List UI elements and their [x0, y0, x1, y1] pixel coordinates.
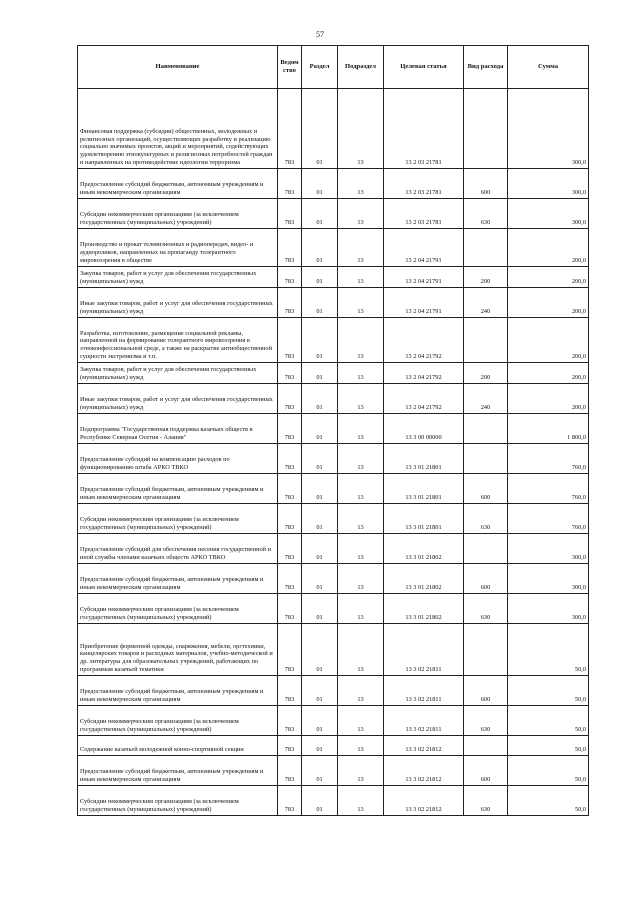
table-row — [78, 534, 589, 564]
row-ved-cell: 783 — [278, 414, 302, 444]
row-name-cell: Субсидии некоммерческим организациям (за исключением государственных (муниципальных) учреждений) — [78, 504, 278, 534]
row-ved-cell: 783 — [278, 594, 302, 624]
row-sum-cell: 760,0 — [508, 444, 589, 474]
row-vid-cell — [464, 534, 508, 564]
row-ved-cell: 783 — [278, 624, 302, 676]
row-vid-cell: 600 — [464, 474, 508, 504]
row-ved-cell: 783 — [278, 756, 302, 786]
row-podrazdel-cell: 13 — [338, 444, 384, 474]
row-name-cell: Субсидии некоммерческим организациям (за исключением государственных (муниципальных) учреждений) — [78, 594, 278, 624]
row-vid-cell — [464, 414, 508, 444]
row-ved-cell: 783 — [278, 229, 302, 267]
row-ved-cell: 783 — [278, 504, 302, 534]
row-razdel-cell: 01 — [302, 736, 338, 756]
header-name: Наименование — [78, 46, 278, 89]
row-podrazdel-cell: 13 — [338, 89, 384, 169]
row-vid-cell: 600 — [464, 756, 508, 786]
page-number: 57 — [316, 30, 324, 39]
row-target-cell: 13 3 02 21811 — [384, 676, 464, 706]
row-vid-cell: 200 — [464, 267, 508, 288]
row-ved-cell: 783 — [278, 706, 302, 736]
row-vid-cell: 630 — [464, 199, 508, 229]
row-razdel-cell: 01 — [302, 384, 338, 414]
row-name-cell: Производство и прокат телевизионных и радиопередач, видео- и аудиороликов, направленных на пропаганду толерантного мировоззрения в обществе — [78, 229, 278, 267]
table-row — [78, 318, 589, 363]
row-target-cell: 13 2 03 21781 — [384, 169, 464, 199]
row-ved-cell: 783 — [278, 786, 302, 816]
row-razdel-cell: 01 — [302, 676, 338, 706]
row-name-cell: Закупка товаров, работ и услуг для обеспечения государственных (муниципальных) нужд — [78, 363, 278, 384]
row-vid-cell: 630 — [464, 504, 508, 534]
row-sum-cell: 760,0 — [508, 474, 589, 504]
row-sum-cell: 1 800,0 — [508, 414, 589, 444]
row-target-cell: 13 3 02 21811 — [384, 706, 464, 736]
header-sum: Сумма — [508, 46, 589, 89]
row-name-cell: Предоставление субсидий бюджетным, автономным учреждениям и иным некоммерческим организациям — [78, 474, 278, 504]
header-razdel: Раздел — [302, 46, 338, 89]
row-sum-cell: 300,0 — [508, 594, 589, 624]
row-sum-cell: 300,0 — [508, 534, 589, 564]
row-sum-cell: 200,0 — [508, 267, 589, 288]
row-podrazdel-cell: 13 — [338, 534, 384, 564]
row-sum-cell: 200,0 — [508, 318, 589, 363]
row-name-cell: Субсидии некоммерческим организациям (за исключением государственных (муниципальных) учреждений) — [78, 706, 278, 736]
row-sum-cell: 300,0 — [508, 564, 589, 594]
table-header-row — [78, 46, 589, 89]
row-ved-cell: 783 — [278, 89, 302, 169]
row-target-cell: 13 2 03 21781 — [384, 89, 464, 169]
row-sum-cell: 200,0 — [508, 384, 589, 414]
table-row — [78, 363, 589, 384]
table-row — [78, 474, 589, 504]
row-target-cell: 13 3 01 21802 — [384, 534, 464, 564]
row-vid-cell: 600 — [464, 564, 508, 594]
row-razdel-cell: 01 — [302, 169, 338, 199]
row-podrazdel-cell: 13 — [338, 594, 384, 624]
row-ved-cell: 783 — [278, 199, 302, 229]
row-target-cell: 13 3 02 21811 — [384, 624, 464, 676]
row-razdel-cell: 01 — [302, 89, 338, 169]
table-row — [78, 564, 589, 594]
table-row — [78, 706, 589, 736]
row-podrazdel-cell: 13 — [338, 474, 384, 504]
row-sum-cell: 300,0 — [508, 199, 589, 229]
header-podrazdel: Подраздел — [338, 46, 384, 89]
row-podrazdel-cell: 13 — [338, 267, 384, 288]
row-target-cell: 13 3 00 00000 — [384, 414, 464, 444]
row-name-cell: Предоставление субсидий бюджетным, автономным учреждениям и иным некоммерческим организациям — [78, 756, 278, 786]
row-target-cell: 13 3 01 21801 — [384, 444, 464, 474]
row-name-cell: Предоставление субсидий для обеспечения несения государственной и иной службы членами казачьих обществ АРКО ТВКО — [78, 534, 278, 564]
table-row — [78, 267, 589, 288]
row-ved-cell: 783 — [278, 267, 302, 288]
row-sum-cell: 50,0 — [508, 706, 589, 736]
row-podrazdel-cell: 13 — [338, 363, 384, 384]
row-vid-cell: 630 — [464, 786, 508, 816]
row-sum-cell: 50,0 — [508, 676, 589, 706]
table-row — [78, 229, 589, 267]
row-name-cell: Иные закупки товаров, работ и услуг для обеспечения государственных (муниципальных) нужд — [78, 288, 278, 318]
row-razdel-cell: 01 — [302, 624, 338, 676]
row-podrazdel-cell: 13 — [338, 624, 384, 676]
row-podrazdel-cell: 13 — [338, 169, 384, 199]
row-razdel-cell: 01 — [302, 267, 338, 288]
row-podrazdel-cell: 13 — [338, 676, 384, 706]
row-podrazdel-cell: 13 — [338, 199, 384, 229]
row-ved-cell: 783 — [278, 676, 302, 706]
row-name-cell: Предоставление субсидий бюджетным, автономным учреждениям и иным некоммерческим организациям — [78, 676, 278, 706]
row-target-cell: 13 2 04 21791 — [384, 229, 464, 267]
table-row — [78, 624, 589, 676]
row-target-cell: 13 2 03 21781 — [384, 199, 464, 229]
table-row — [78, 384, 589, 414]
row-sum-cell: 50,0 — [508, 624, 589, 676]
budget-table — [77, 45, 589, 816]
table-row — [78, 89, 589, 169]
row-name-cell: Предоставление субсидий бюджетным, автономным учреждениям и иным некоммерческим организациям — [78, 564, 278, 594]
table-row — [78, 504, 589, 534]
row-vid-cell — [464, 318, 508, 363]
table-row — [78, 169, 589, 199]
row-sum-cell: 760,0 — [508, 504, 589, 534]
row-razdel-cell: 01 — [302, 229, 338, 267]
row-target-cell: 13 3 01 21802 — [384, 564, 464, 594]
row-vid-cell — [464, 624, 508, 676]
row-ved-cell: 783 — [278, 736, 302, 756]
header-ved: Ведом ство — [278, 46, 302, 89]
row-name-cell: Финансовая поддержка (субсидии) общественных, молодежных и религиозных организаций, осуществляющих разработку и реализацию социально значимых проектов, акций и мероприятий, содействующих удовлетворению этнокультурных и религиозных потребностей граждан и направленных на противодействие идеологии терроризма — [78, 89, 278, 169]
header-vid: Вид расхода — [464, 46, 508, 89]
table-row — [78, 444, 589, 474]
row-ved-cell: 783 — [278, 288, 302, 318]
table-row — [78, 288, 589, 318]
row-ved-cell: 783 — [278, 444, 302, 474]
row-ved-cell: 783 — [278, 169, 302, 199]
row-name-cell: Субсидии некоммерческим организациям (за исключением государственных (муниципальных) учреждений) — [78, 786, 278, 816]
row-name-cell: Содержание казачьей молодежной конно-спортивной секции — [78, 736, 278, 756]
row-podrazdel-cell: 13 — [338, 384, 384, 414]
row-sum-cell: 300,0 — [508, 89, 589, 169]
row-ved-cell: 783 — [278, 474, 302, 504]
row-target-cell: 13 2 04 21792 — [384, 318, 464, 363]
row-sum-cell: 200,0 — [508, 288, 589, 318]
row-podrazdel-cell: 13 — [338, 318, 384, 363]
row-name-cell: Предоставление субсидий на компенсацию расходов по функционированию штаба АРКО ТВКО — [78, 444, 278, 474]
table-row — [78, 676, 589, 706]
row-sum-cell: 50,0 — [508, 756, 589, 786]
row-target-cell: 13 2 04 21791 — [384, 288, 464, 318]
row-target-cell: 13 2 04 21792 — [384, 363, 464, 384]
row-razdel-cell: 01 — [302, 444, 338, 474]
row-target-cell: 13 3 01 21802 — [384, 594, 464, 624]
row-vid-cell — [464, 89, 508, 169]
row-podrazdel-cell: 13 — [338, 786, 384, 816]
row-name-cell: Закупка товаров, работ и услуг для обеспечения государственных (муниципальных) нужд — [78, 267, 278, 288]
row-vid-cell: 600 — [464, 169, 508, 199]
row-razdel-cell: 01 — [302, 534, 338, 564]
row-razdel-cell: 01 — [302, 756, 338, 786]
row-sum-cell: 300,0 — [508, 169, 589, 199]
row-target-cell: 13 2 04 21791 — [384, 267, 464, 288]
row-vid-cell: 630 — [464, 706, 508, 736]
row-podrazdel-cell: 13 — [338, 736, 384, 756]
header-target: Целевая статья — [384, 46, 464, 89]
table-row — [78, 414, 589, 444]
row-razdel-cell: 01 — [302, 199, 338, 229]
row-target-cell: 13 3 01 21801 — [384, 504, 464, 534]
row-target-cell: 13 3 02 21812 — [384, 786, 464, 816]
row-name-cell: Разработка, изготовление, размещение социальной рекламы, направленной на формирование толерантного мировоззрения в этноконфессиональной среде, а также на раскрытие антиобщественной сущности экстремизма и т.п. — [78, 318, 278, 363]
row-podrazdel-cell: 13 — [338, 564, 384, 594]
row-vid-cell — [464, 229, 508, 267]
row-target-cell: 13 3 02 21812 — [384, 736, 464, 756]
row-vid-cell: 200 — [464, 363, 508, 384]
row-name-cell: Приобретение форменной одежды, снаряжения, мебели, оргтехники, канцелярских товаров и расходных материалов, учебно-методической и др. литературы для образовательных учреждений, работающих по программам казачьей тематики — [78, 624, 278, 676]
row-ved-cell: 783 — [278, 534, 302, 564]
row-sum-cell: 200,0 — [508, 363, 589, 384]
table-row — [78, 756, 589, 786]
row-razdel-cell: 01 — [302, 504, 338, 534]
row-podrazdel-cell: 13 — [338, 504, 384, 534]
table-row — [78, 786, 589, 816]
row-vid-cell: 240 — [464, 384, 508, 414]
row-ved-cell: 783 — [278, 363, 302, 384]
row-podrazdel-cell: 13 — [338, 288, 384, 318]
row-target-cell: 13 3 01 21801 — [384, 474, 464, 504]
row-razdel-cell: 01 — [302, 706, 338, 736]
row-razdel-cell: 01 — [302, 474, 338, 504]
row-ved-cell: 783 — [278, 384, 302, 414]
row-vid-cell — [464, 444, 508, 474]
row-podrazdel-cell: 13 — [338, 706, 384, 736]
row-name-cell: Подпрограмма "Государственная поддержка казачьих обществ в Республике Северная Осетия - Алания" — [78, 414, 278, 444]
row-target-cell: 13 2 04 21792 — [384, 384, 464, 414]
row-podrazdel-cell: 13 — [338, 229, 384, 267]
table-row — [78, 594, 589, 624]
row-target-cell: 13 3 02 21812 — [384, 756, 464, 786]
row-vid-cell — [464, 736, 508, 756]
row-vid-cell: 630 — [464, 594, 508, 624]
row-vid-cell: 240 — [464, 288, 508, 318]
row-ved-cell: 783 — [278, 564, 302, 594]
row-razdel-cell: 01 — [302, 288, 338, 318]
row-name-cell: Предоставление субсидий бюджетным, автономным учреждениям и иным некоммерческим организациям — [78, 169, 278, 199]
row-razdel-cell: 01 — [302, 594, 338, 624]
row-razdel-cell: 01 — [302, 564, 338, 594]
row-razdel-cell: 01 — [302, 318, 338, 363]
row-razdel-cell: 01 — [302, 363, 338, 384]
row-vid-cell: 600 — [464, 676, 508, 706]
row-name-cell: Иные закупки товаров, работ и услуг для обеспечения государственных (муниципальных) нужд — [78, 384, 278, 414]
row-ved-cell: 783 — [278, 318, 302, 363]
row-podrazdel-cell: 13 — [338, 756, 384, 786]
table-row — [78, 736, 589, 756]
row-podrazdel-cell: 13 — [338, 414, 384, 444]
row-sum-cell: 50,0 — [508, 736, 589, 756]
row-sum-cell: 200,0 — [508, 229, 589, 267]
row-name-cell: Субсидии некоммерческим организациям (за исключением государственных (муниципальных) учреждений) — [78, 199, 278, 229]
row-sum-cell: 50,0 — [508, 786, 589, 816]
row-razdel-cell: 01 — [302, 414, 338, 444]
table-row — [78, 199, 589, 229]
row-razdel-cell: 01 — [302, 786, 338, 816]
